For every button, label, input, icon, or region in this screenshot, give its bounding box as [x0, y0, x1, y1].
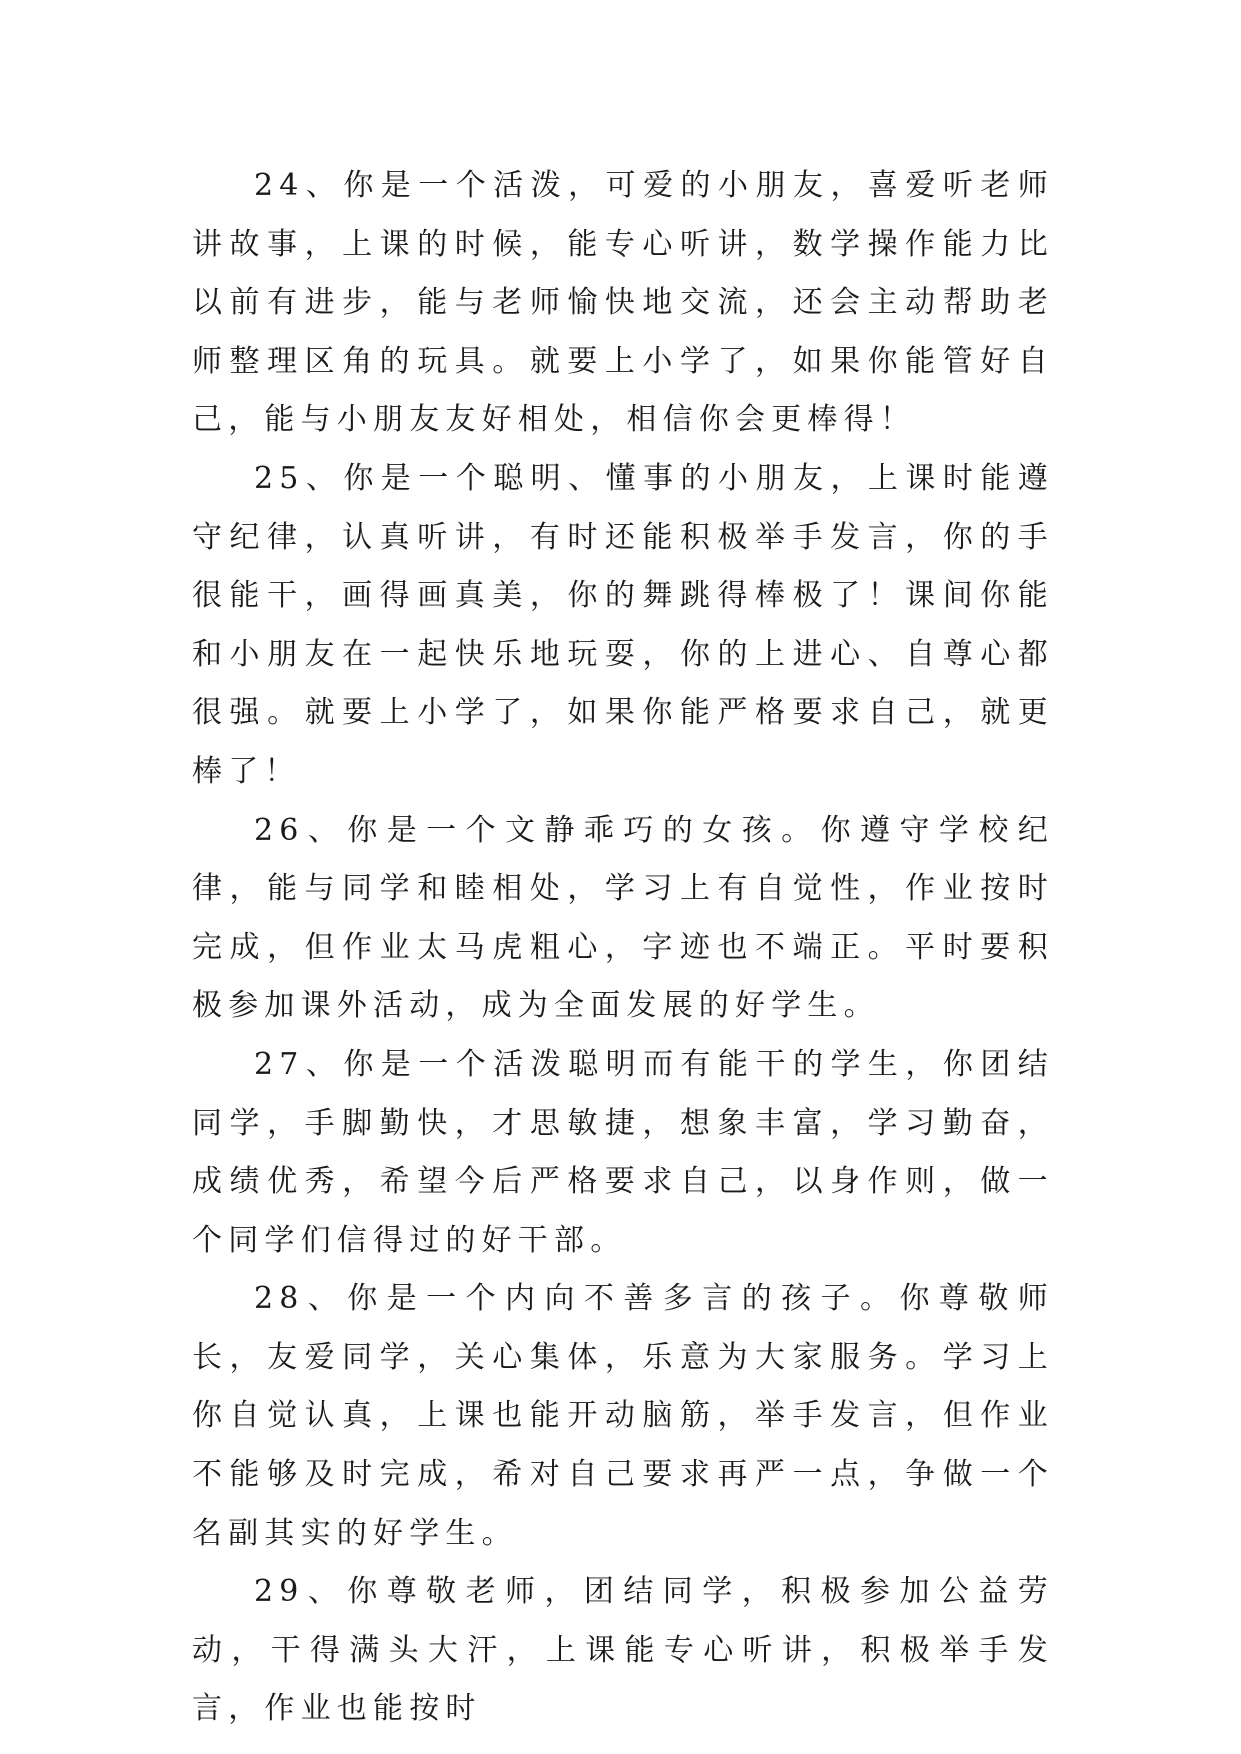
comment-paragraph-26: 26、你是一个文静乖巧的女孩。你遵守学校纪律，能与同学和睦相处，学习上有自觉性，作业按时完成，但作业太马虎粗心，字迹也不端正。平时要积极参加课外活动，成为全面发展的好学生。 — [192, 812, 1054, 1024]
document-body — [192, 157, 1054, 1739]
comment-paragraph-29: 29、你尊敬老师，团结同学，积极参加公益劳动，干得满头大汗，上课能专心听讲，积极举手发言，作业也能按时 — [192, 1574, 1054, 1727]
comment-paragraph-27: 27、你是一个活泼聪明而有能干的学生，你团结同学，手脚勤快，才思敏捷，想象丰富，学习勤奋，成绩优秀，希望今后严格要求自己，以身作则，做一个同学们信得过的好干部。 — [192, 1046, 1054, 1258]
comment-paragraph-25: 25、你是一个聪明、懂事的小朋友，上课时能遵守纪律，认真听讲，有时还能积极举手发言，你的手很能干，画得画真美，你的舞跳得棒极了！课间你能和小朋友在一起快乐地玩耍，你的上进心、自尊心都很强。就要上小学了，如果你能严格要求自己，就更棒了！ — [192, 460, 1054, 789]
comment-paragraph-24: 24、你是一个活泼，可爱的小朋友，喜爱听老师讲故事，上课的时候，能专心听讲，数学操作能力比以前有进步，能与老师愉快地交流，还会主动帮助老师整理区角的玩具。就要上小学了，如果你能管好自己，能与小朋友友好相处，相信你会更棒得！ — [192, 168, 1054, 438]
comment-paragraph-28: 28、你是一个内向不善多言的孩子。你尊敬师长，友爱同学，关心集体，乐意为大家服务。学习上你自觉认真，上课也能开动脑筋，举手发言，但作业不能够及时完成，希对自己要求再严一点，争做一个名副其实的好学生。 — [192, 1281, 1054, 1551]
